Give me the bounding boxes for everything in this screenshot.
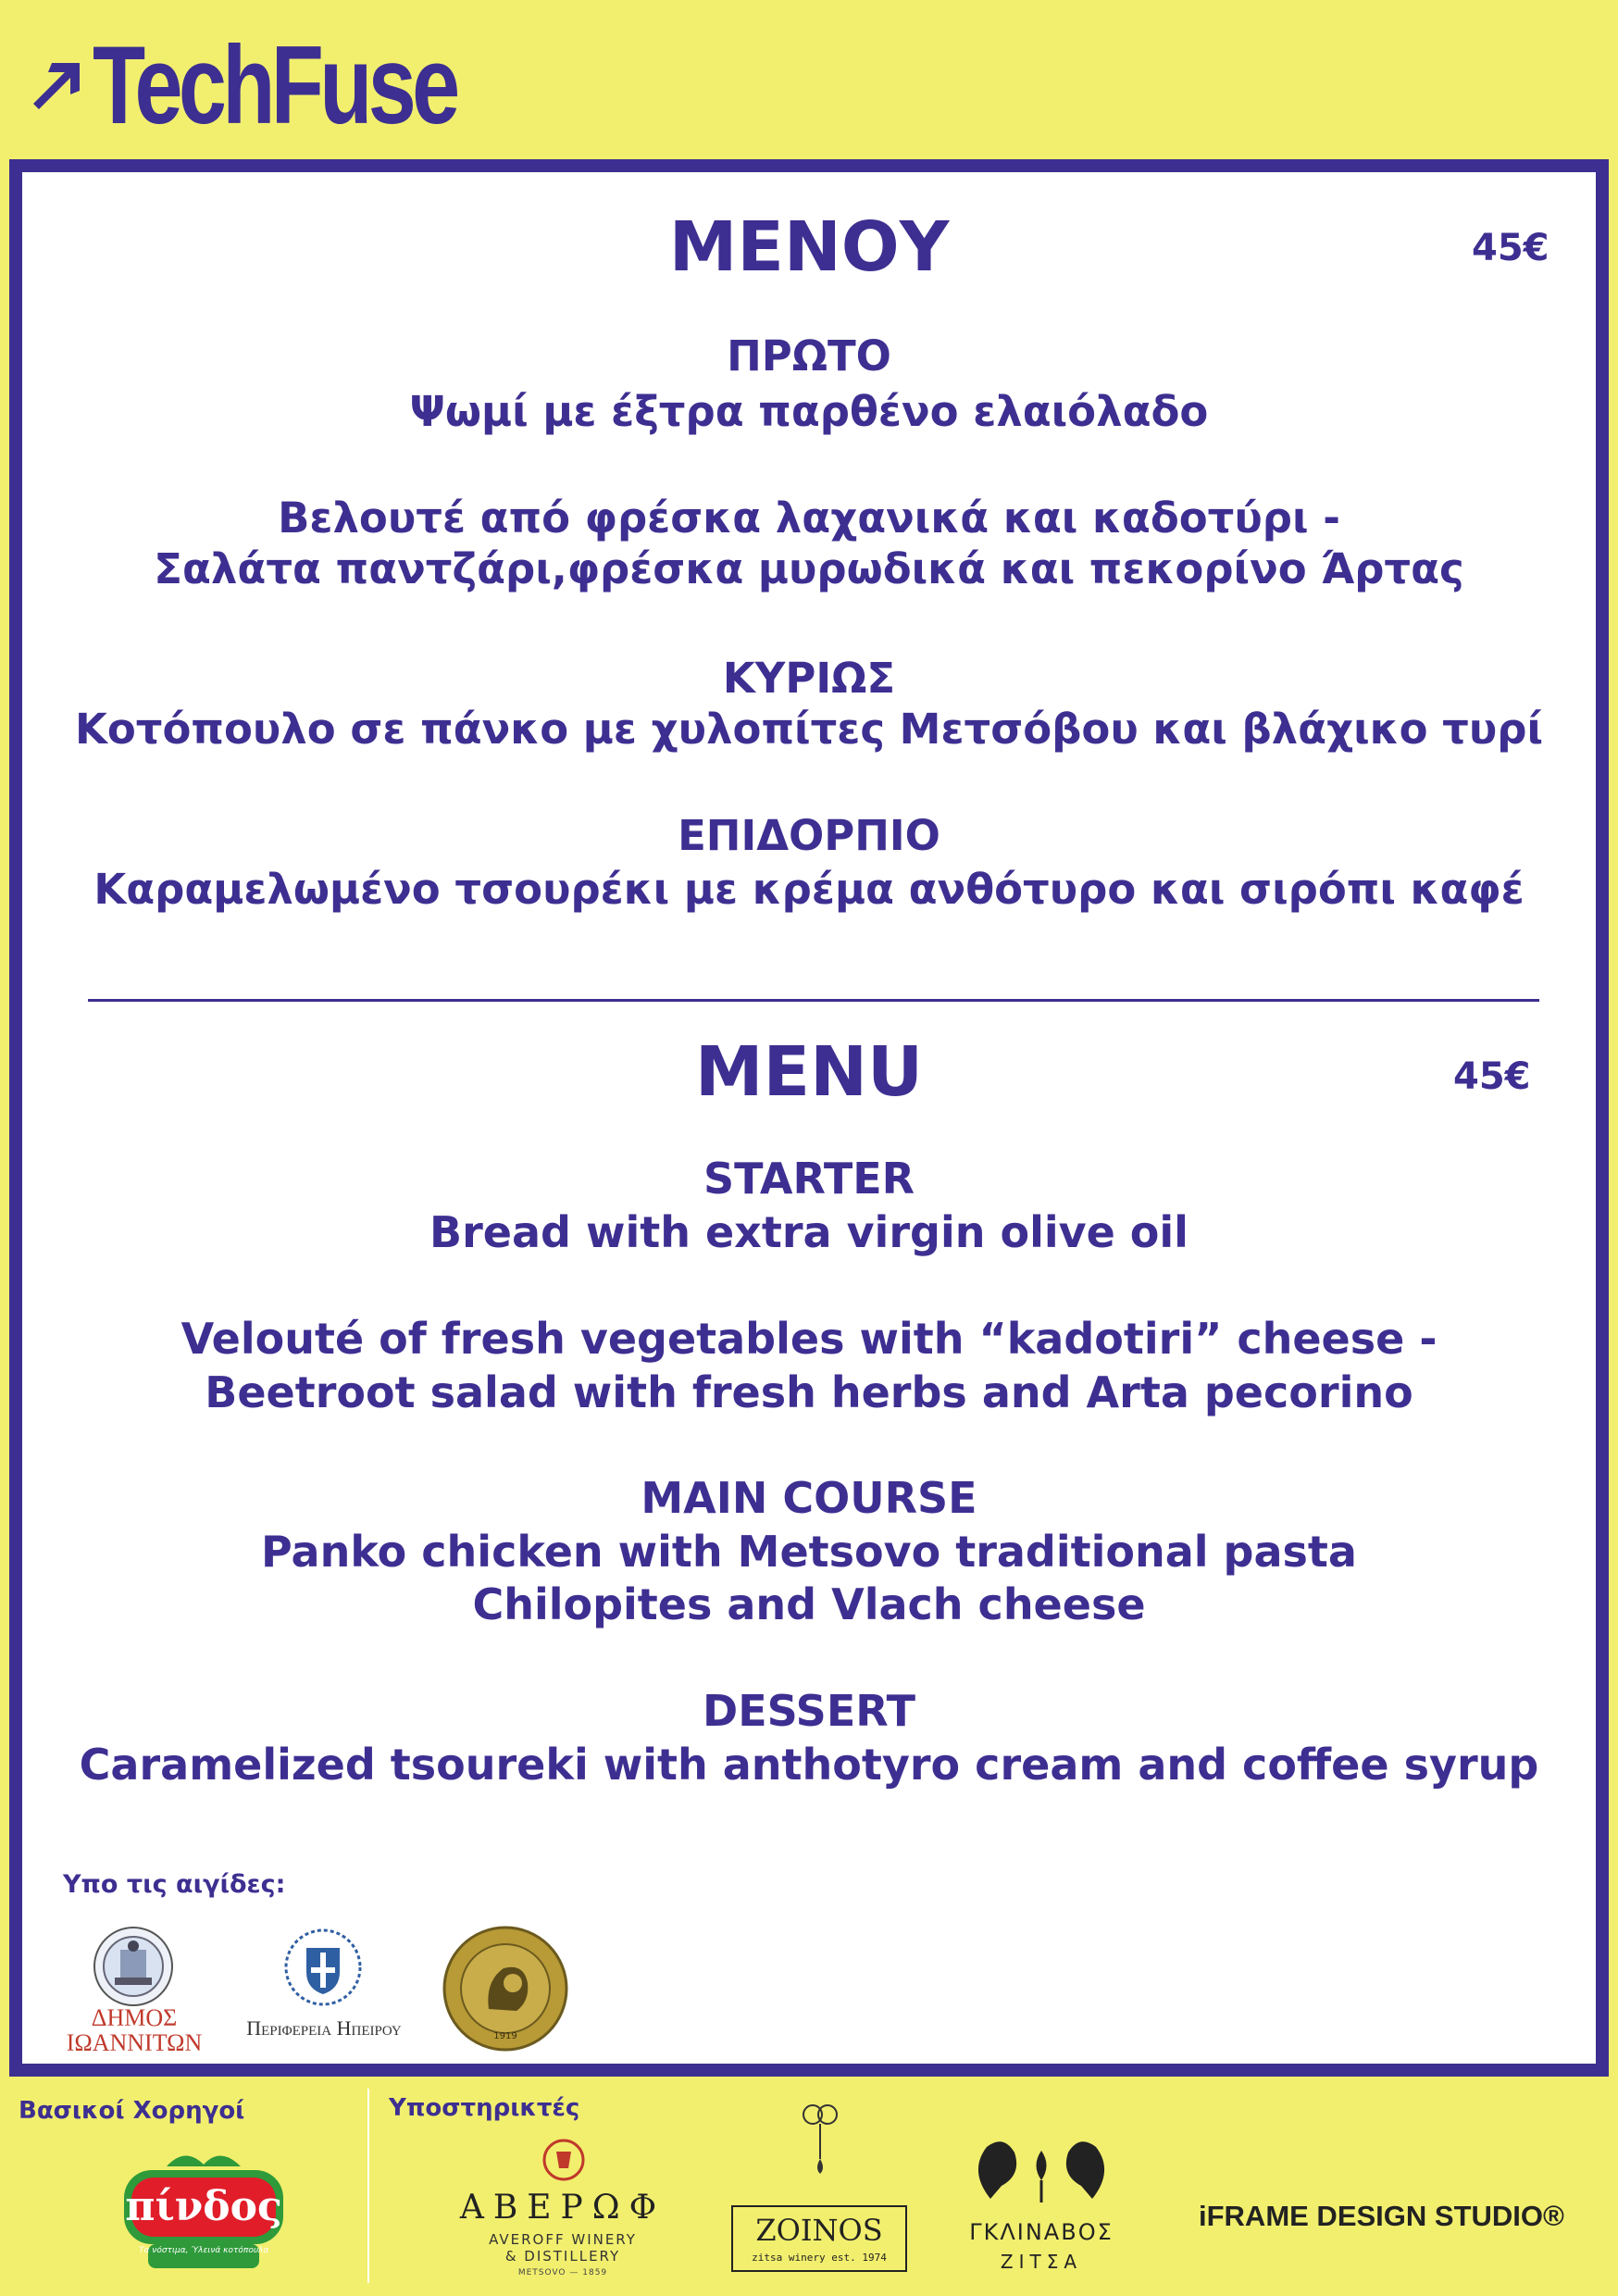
- iframe-logo[interactable]: [1199, 2200, 1606, 2233]
- dimos-ioanniton-emblem-icon: [93, 1926, 174, 2007]
- averoff-sub1: AVEROFF WINERY: [489, 2231, 637, 2248]
- arrow-up-right-icon: [28, 56, 87, 115]
- greek-coat-of-arms-icon: [283, 1928, 363, 2007]
- glinavos-birds-icon: [963, 2134, 1120, 2208]
- sponsors-divider: [367, 2089, 369, 2283]
- main-sponsors-label: Βασικοί Χορηγοί: [19, 2097, 245, 2125]
- menu-title-gr: ΜΕΝΟΥ: [668, 207, 950, 287]
- logo-text: TechFuse: [93, 23, 456, 147]
- starter-item-1-en: Bread with extra virgin olive oil: [429, 1207, 1189, 1257]
- main-heading-gr: ΚΥΡΙΩΣ: [722, 654, 896, 703]
- aegis-label: Υπο τις αιγίδες:: [63, 1870, 286, 1899]
- glinavos-logo[interactable]: [953, 2134, 1129, 2291]
- zoinos-dropper-icon: [792, 2102, 848, 2176]
- perifereia-caption: Περιφερεια Ηπειρου: [246, 2016, 402, 2040]
- glinavos-sub: ΖΙΤΣΑ: [1000, 2251, 1083, 2273]
- seal-year: 1919: [493, 2031, 517, 2041]
- dessert-heading-gr: ΕΠΙΔΟΡΠΙΟ: [678, 811, 940, 860]
- dessert-item-1-gr: Καραμελωμένο τσουρέκι με κρέμα ανθότυρο και σιρόπι καφέ: [93, 865, 1525, 914]
- averoff-sub2: & DISTILLERY: [504, 2248, 621, 2265]
- header-bar: [0, 0, 1618, 159]
- dimos-caption: [56, 2005, 213, 2056]
- dessert-item-1-en: Caramelized tsoureki with anthotyro cream and coffee syrup: [79, 1740, 1539, 1790]
- dessert-heading-en: DESSERT: [703, 1686, 915, 1736]
- averoff-name: ΑΒΕΡΩΦ: [459, 2189, 666, 2227]
- starter-item-2-en: Velouté of fresh vegetables with “kadotiri” cheese -: [180, 1314, 1438, 1364]
- pindos-logo[interactable]: [111, 2139, 296, 2277]
- pindos-slogan: Τα νόστιμα, Ύλεινά κοτόπουλα: [139, 2246, 268, 2255]
- dimos-caption-line2: ΙΩΑΝΝΙΤΩΝ: [66, 2029, 203, 2057]
- starter-heading-gr: ΠΡΩΤΟ: [727, 331, 891, 381]
- starter-item-3-gr: Σαλάτα παντζάρι,φρέσκα μυρωδικά και πεκορίνο Άρτας: [154, 544, 1464, 593]
- supporters-label: Υποστηρικτές: [389, 2094, 580, 2122]
- price-en: 45€: [1453, 1055, 1531, 1098]
- menu-title-en: MENU: [694, 1032, 924, 1112]
- zoinos-sub: zitsa winery est. 1974: [752, 2252, 887, 2264]
- starter-heading-en: STARTER: [703, 1154, 915, 1204]
- pindos-name: πίνδος: [125, 2183, 282, 2230]
- section-divider: [88, 999, 1539, 1002]
- price-gr: 45€: [1472, 227, 1550, 269]
- chamber-seal-icon: [442, 1926, 568, 2052]
- main-item-1-en: Panko chicken with Metsovo traditional pasta: [261, 1527, 1357, 1577]
- averoff-sub3: METSOVO — 1859: [517, 2268, 608, 2277]
- starter-item-2-gr: Βελουτέ από φρέσκα λαχανικά και καδοτύρι -: [278, 493, 1340, 543]
- zoinos-logo[interactable]: [729, 2102, 911, 2283]
- techfuse-logo[interactable]: [28, 23, 558, 147]
- glinavos-name: ΓΚΛΙΝΑΒΟΣ: [969, 2219, 1114, 2245]
- dimos-caption-line1: ΔΗΜΟΣ: [91, 2004, 178, 2031]
- iframe-name: iFRAME DESIGN STUDIO®: [1199, 2200, 1564, 2232]
- zoinos-name: ZOINOS: [755, 2213, 883, 2248]
- starter-item-3-en: Beetroot salad with fresh herbs and Arta pecorino: [205, 1367, 1413, 1417]
- main-item-2-en: Chilopites and Vlach cheese: [472, 1579, 1146, 1629]
- starter-item-1-gr: Ψωμί με έξτρα παρθένο ελαιόλαδο: [409, 387, 1209, 436]
- zoinos-box: [731, 2205, 907, 2272]
- averoff-logo[interactable]: [442, 2139, 683, 2287]
- main-item-1-gr: Κοτόπουλο σε πάνκο με χυλοπίτες Μετσόβου και βλάχικο τυρί: [74, 705, 1544, 754]
- averoff-crest-icon: [542, 2139, 585, 2181]
- main-heading-en: MAIN COURSE: [641, 1473, 977, 1523]
